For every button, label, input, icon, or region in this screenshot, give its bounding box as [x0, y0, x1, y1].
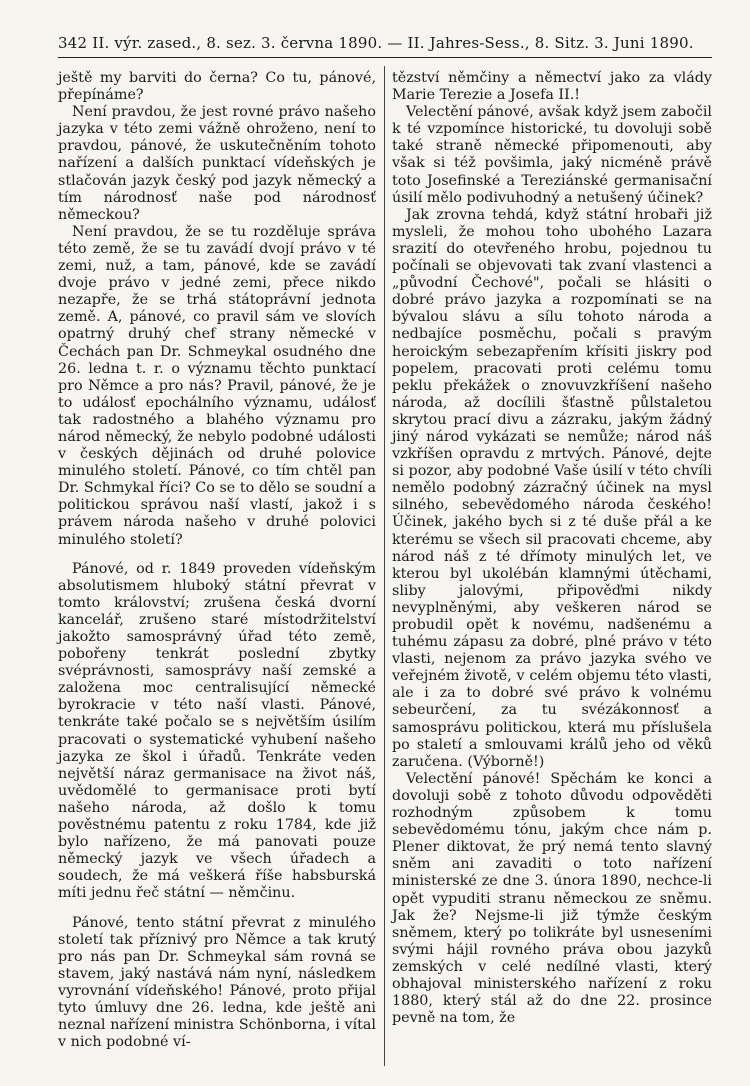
paragraph: Není pravdou, že se tu rozděluje správa této země, že se tu zavádí dvojí právo v té zemi, nuž, a tam, pánové, kde se zavádí dvoje právo v jedné zemi, přece nikdo nezapře, že se trhá státoprávní jednota země. A, pánové, co pravil sám ve slovích opatrný druhý chef strany německé v Čechách pan Dr. Schmeykal osudného dne 26. ledna t. r. o významu těchto punktací pro Němce a pro nás? Pravil, pánové, že je to událosť epochálního významu, událosť tak radostného a blahého významu pro národ německý, že nebylo podobné události v českých dějinách od druhé polovice minulého století. Pánové, co tím chtěl pan Dr. Schmykal říci? Co se to dělo se soudní a politickou správou naší vlastí, jakož i s právem národa našeho v druhé polovici minulého století?	[58, 223, 376, 548]
left-column	[58, 70, 376, 1051]
paragraph: tězství němčiny a němectví jako za vlády Marie Terezie a Josefa II.!	[392, 70, 712, 104]
paragraph: ještě my barviti do černa? Co tu, pánové, přepínáme?	[58, 70, 376, 104]
paragraph: Velectění pánové, avšak když jsem zabočil k té vzpomínce historické, tu dovoluji sobě také straně německé připomenouti, aby však si též povšimla, jaký nicméně právě toto Josefinské a Tereziánské germanisační úsilí mělo podivuhodný a netušený účinek?	[392, 104, 712, 206]
paragraph: Pánové, tento státní převrat z minulého století tak příznivý pro Němce a tak krutý pro nás pan Dr. Schmeykal sám rovná se stavem, jaký nastává nám nyní, následkem vyrovnání vídeňského! Pánové, proto přijal tyto úmluvy dne 26. ledna, kde ještě ani neznal nařízení ministra Schönborna, i vítal v nich podobné ví-	[58, 914, 376, 1051]
page-header	[58, 34, 708, 52]
column-divider	[384, 66, 385, 1066]
paragraph: Jak zrovna tehdá, když státní hrobaři již mysleli, že mohou toho ubohého Lazara srazití do otevřeného hrobu, pojednou tu počínali se objevovati tak zvaní vlastenci a „původní Čechové", počali se hlásiti o dobré právo jazyka a rozpomínati se na bývalou slávu a sílu tohoto národa a nedbajíce posměchu, počali s pravým heroickým sebezapřením křísiti jiskry pod popelem, pracovati proti celému tomu peklu překážek o znovuvzkříšení našeho národa, až docílili šťastně půlstaletou skrytou prací divu a zázraku, jakým žádný jiný národ vykázati se nemůže; národ náš vzkříšen opravdu z mrtvých. Pánové, dejte si pozor, aby podobné Vaše úsilí v této chvíli nemělo podobný zázračný účinek na mysl silného, sebevědomého národa českého! Účinek, jakého bych si z té duše přál a ke kterému se všech sil pracovati chceme, aby národ náš z té dřímoty minulých let, ve kterou byl ukolébán klamnými útěchami, sliby jalovými, připověďmi nikdy nevyplněnými, aby veškeren národ se probudil opět k novému, nadšenému a tuhému zápasu za dobré, plné právo v této vlasti, nejenom za právo jazyka svého ve veřejném životě, v celém objemu této vlasti, ale i za to dobré své právo k volnému sebeurčení, za tu svézákonnosť a samosprávu politickou, která mu příslušela po staletí a smlouvami králů jeho od věků zaručena. (Výborně!)	[392, 206, 712, 770]
page-header-text: 342 II. výr. zased., 8. sez. 3. června 1890. — II. Jahres-Sess., 8. Sitz. 3. Juni 1890.	[58, 34, 694, 52]
paragraph: Není pravdou, že jest rovné právo našeho jazyka v této zemi vážně ohroženo, není to pravdou, pánové, že uskutečněním tohoto nařízení a dalších punktací vídeňských je stlačován jazyk český pod jazyk německý a tím národnosť naše pod národnosť německou?	[58, 104, 376, 223]
paragraph: Velectění pánové! Spěchám ke konci a dovoluji sobě z tohoto důvodu odpověděti rozhodným způsobem k tomu sebevědomému tónu, jakým chce nám p. Plener diktovat, že prý nemá tento slavný sněm ani zavaditi o toto nařízení ministerské ze dne 3. února 1890, nechce-li opět vypuditi stranu německou ze sněmu. Jak že? Nejsme-li již týmže českým sněmem, který po tolikráte byl usneseními svými hájil rovného práva obou jazyků zemských v celé nedílné vlasti, který obhajoval ministerského nařízení z roku 1880, který stál až do dne 22. prosince pevně na tom, že	[392, 770, 712, 1027]
paragraph: Pánové, od r. 1849 proveden vídeňským absolutismem hluboký státní převrat v tomto království; zrušena česká dvorní kancelář, zrušeno staré místodržitelství jakožto samosprávný úřad této země, pobořeny tenkrát poslední zbytky svéprávnosti, samosprávy naší zemské a založena moc centralisující německé byrokracie v této naší vlasti. Pánové, tenkráte také počalo se s největším úsilím pracovati o systematické vyhubení našeho jazyka ze škol i úřadů. Tenkráte veden největší náraz germanisace na život náš, uvědomělé to germanisace proti bytí našeho národa, až došlo k tomu pověstnému patentu z roku 1784, kde již bylo nařízeno, že má panovati pouze německý jazyk ve všech úřadech a soudech, že má veškerá říše habsburská míti jednu řeč státní — němčinu.	[58, 560, 376, 902]
header-rule	[58, 57, 712, 58]
right-column	[392, 70, 712, 1027]
